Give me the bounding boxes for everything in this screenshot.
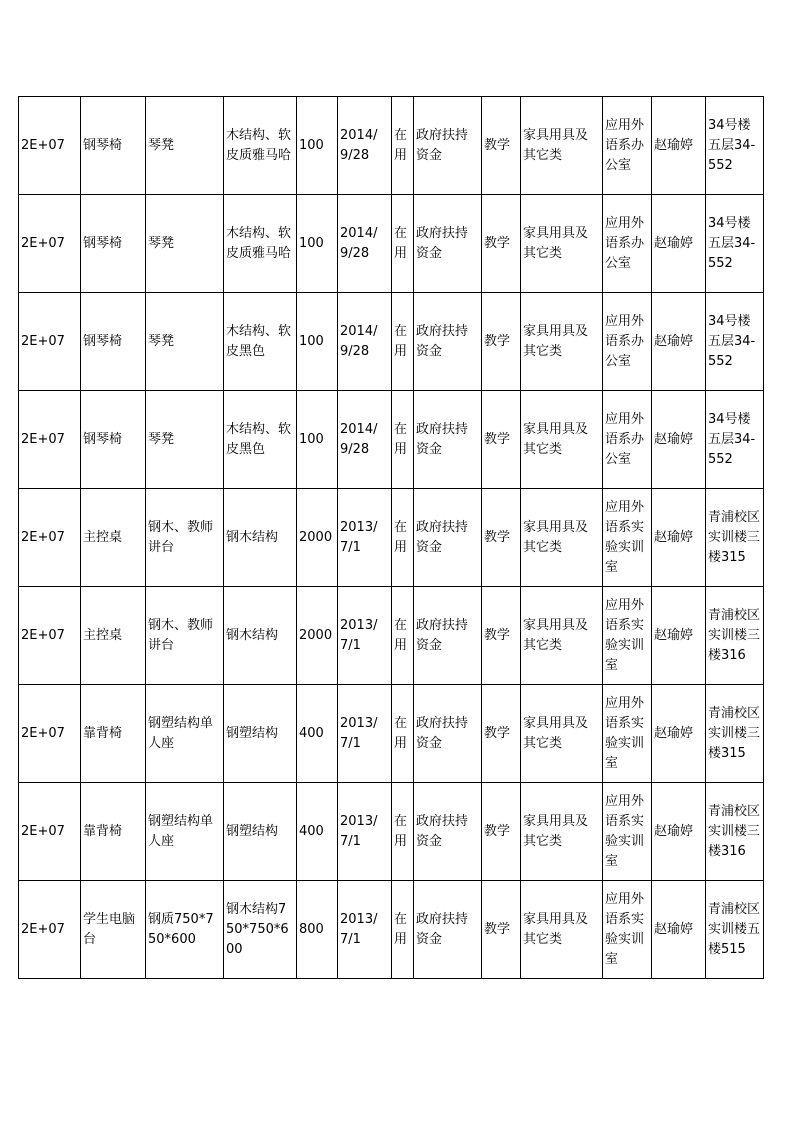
cell-funding: 政府扶持资金 (414, 587, 482, 685)
cell-usage: 教学 (482, 391, 521, 489)
cell-type: 家具用具及其它类 (521, 293, 603, 391)
cell-spec: 钢木结构 (224, 489, 297, 587)
cell-funding: 政府扶持资金 (414, 685, 482, 783)
cell-price: 800 (297, 881, 338, 979)
table-row (19, 881, 764, 979)
cell-location: 34号楼五层34-552 (706, 195, 764, 293)
cell-type: 家具用具及其它类 (521, 587, 603, 685)
cell-date: 2013/7/1 (338, 489, 392, 587)
cell-name: 主控桌 (81, 587, 146, 685)
cell-department: 应用外语系实验实训室 (603, 783, 652, 881)
cell-category: 钢塑结构单人座 (146, 783, 224, 881)
cell-usage: 教学 (482, 293, 521, 391)
cell-price: 100 (297, 195, 338, 293)
cell-id: 2E+07 (19, 391, 81, 489)
cell-date: 2014/9/28 (338, 293, 392, 391)
cell-usage: 教学 (482, 685, 521, 783)
cell-id: 2E+07 (19, 685, 81, 783)
asset-table (18, 96, 764, 979)
cell-date: 2013/7/1 (338, 685, 392, 783)
cell-category: 钢木、教师讲台 (146, 489, 224, 587)
cell-type: 家具用具及其它类 (521, 685, 603, 783)
cell-id: 2E+07 (19, 881, 81, 979)
cell-spec: 钢塑结构 (224, 685, 297, 783)
cell-status: 在用 (392, 783, 414, 881)
cell-type: 家具用具及其它类 (521, 783, 603, 881)
cell-department: 应用外语系办公室 (603, 293, 652, 391)
cell-custodian: 赵瑜婷 (652, 195, 706, 293)
cell-custodian: 赵瑜婷 (652, 293, 706, 391)
cell-department: 应用外语系办公室 (603, 195, 652, 293)
cell-funding: 政府扶持资金 (414, 97, 482, 195)
cell-spec: 钢木结构 (224, 587, 297, 685)
cell-spec: 钢塑结构 (224, 783, 297, 881)
cell-date: 2013/7/1 (338, 587, 392, 685)
cell-custodian: 赵瑜婷 (652, 587, 706, 685)
cell-status: 在用 (392, 881, 414, 979)
table-row (19, 195, 764, 293)
cell-usage: 教学 (482, 195, 521, 293)
cell-id: 2E+07 (19, 489, 81, 587)
cell-name: 主控桌 (81, 489, 146, 587)
cell-category: 钢质750*750*600 (146, 881, 224, 979)
table-row (19, 489, 764, 587)
cell-price: 100 (297, 97, 338, 195)
cell-name: 钢琴椅 (81, 293, 146, 391)
cell-usage: 教学 (482, 489, 521, 587)
cell-id: 2E+07 (19, 587, 81, 685)
table-row (19, 391, 764, 489)
cell-date: 2014/9/28 (338, 195, 392, 293)
cell-location: 34号楼五层34-552 (706, 391, 764, 489)
cell-custodian: 赵瑜婷 (652, 489, 706, 587)
cell-usage: 教学 (482, 783, 521, 881)
cell-department: 应用外语系实验实训室 (603, 587, 652, 685)
cell-id: 2E+07 (19, 97, 81, 195)
cell-spec: 钢木结构750*750*600 (224, 881, 297, 979)
cell-usage: 教学 (482, 587, 521, 685)
cell-funding: 政府扶持资金 (414, 195, 482, 293)
cell-type: 家具用具及其它类 (521, 195, 603, 293)
cell-type: 家具用具及其它类 (521, 97, 603, 195)
cell-status: 在用 (392, 97, 414, 195)
cell-custodian: 赵瑜婷 (652, 97, 706, 195)
cell-location: 青浦校区实训楼五楼515 (706, 881, 764, 979)
cell-funding: 政府扶持资金 (414, 783, 482, 881)
cell-department: 应用外语系实验实训室 (603, 685, 652, 783)
cell-location: 青浦校区实训楼三楼316 (706, 783, 764, 881)
cell-price: 100 (297, 391, 338, 489)
cell-category: 钢木、教师讲台 (146, 587, 224, 685)
cell-funding: 政府扶持资金 (414, 881, 482, 979)
cell-custodian: 赵瑜婷 (652, 783, 706, 881)
cell-spec: 木结构、软皮黑色 (224, 391, 297, 489)
cell-price: 100 (297, 293, 338, 391)
cell-spec: 木结构、软皮质雅马哈 (224, 97, 297, 195)
cell-date: 2013/7/1 (338, 881, 392, 979)
cell-funding: 政府扶持资金 (414, 391, 482, 489)
cell-status: 在用 (392, 195, 414, 293)
cell-status: 在用 (392, 587, 414, 685)
cell-date: 2014/9/28 (338, 97, 392, 195)
cell-custodian: 赵瑜婷 (652, 685, 706, 783)
cell-location: 青浦校区实训楼三楼316 (706, 587, 764, 685)
cell-category: 钢塑结构单人座 (146, 685, 224, 783)
cell-type: 家具用具及其它类 (521, 881, 603, 979)
cell-location: 青浦校区实训楼三楼315 (706, 685, 764, 783)
cell-type: 家具用具及其它类 (521, 489, 603, 587)
cell-type: 家具用具及其它类 (521, 391, 603, 489)
cell-price: 2000 (297, 489, 338, 587)
cell-category: 琴凳 (146, 97, 224, 195)
cell-status: 在用 (392, 685, 414, 783)
table-row (19, 587, 764, 685)
cell-department: 应用外语系办公室 (603, 391, 652, 489)
cell-category: 琴凳 (146, 293, 224, 391)
table-row (19, 783, 764, 881)
table-row (19, 97, 764, 195)
cell-date: 2013/7/1 (338, 783, 392, 881)
cell-usage: 教学 (482, 881, 521, 979)
cell-custodian: 赵瑜婷 (652, 391, 706, 489)
cell-department: 应用外语系实验实训室 (603, 881, 652, 979)
cell-id: 2E+07 (19, 783, 81, 881)
cell-funding: 政府扶持资金 (414, 293, 482, 391)
table-row (19, 685, 764, 783)
cell-status: 在用 (392, 293, 414, 391)
cell-name: 钢琴椅 (81, 195, 146, 293)
cell-location: 青浦校区实训楼三楼315 (706, 489, 764, 587)
cell-custodian: 赵瑜婷 (652, 881, 706, 979)
cell-name: 钢琴椅 (81, 97, 146, 195)
cell-status: 在用 (392, 391, 414, 489)
cell-location: 34号楼五层34-552 (706, 97, 764, 195)
asset-table-body (19, 97, 764, 979)
cell-price: 400 (297, 783, 338, 881)
cell-usage: 教学 (482, 97, 521, 195)
cell-category: 琴凳 (146, 195, 224, 293)
cell-category: 琴凳 (146, 391, 224, 489)
cell-name: 靠背椅 (81, 685, 146, 783)
cell-id: 2E+07 (19, 293, 81, 391)
table-row (19, 293, 764, 391)
cell-department: 应用外语系办公室 (603, 97, 652, 195)
cell-location: 34号楼五层34-552 (706, 293, 764, 391)
cell-name: 靠背椅 (81, 783, 146, 881)
cell-spec: 木结构、软皮黑色 (224, 293, 297, 391)
cell-name: 钢琴椅 (81, 391, 146, 489)
cell-id: 2E+07 (19, 195, 81, 293)
cell-date: 2014/9/28 (338, 391, 392, 489)
cell-spec: 木结构、软皮质雅马哈 (224, 195, 297, 293)
cell-status: 在用 (392, 489, 414, 587)
cell-department: 应用外语系实验实训室 (603, 489, 652, 587)
cell-funding: 政府扶持资金 (414, 489, 482, 587)
cell-price: 400 (297, 685, 338, 783)
cell-price: 2000 (297, 587, 338, 685)
cell-name: 学生电脑台 (81, 881, 146, 979)
